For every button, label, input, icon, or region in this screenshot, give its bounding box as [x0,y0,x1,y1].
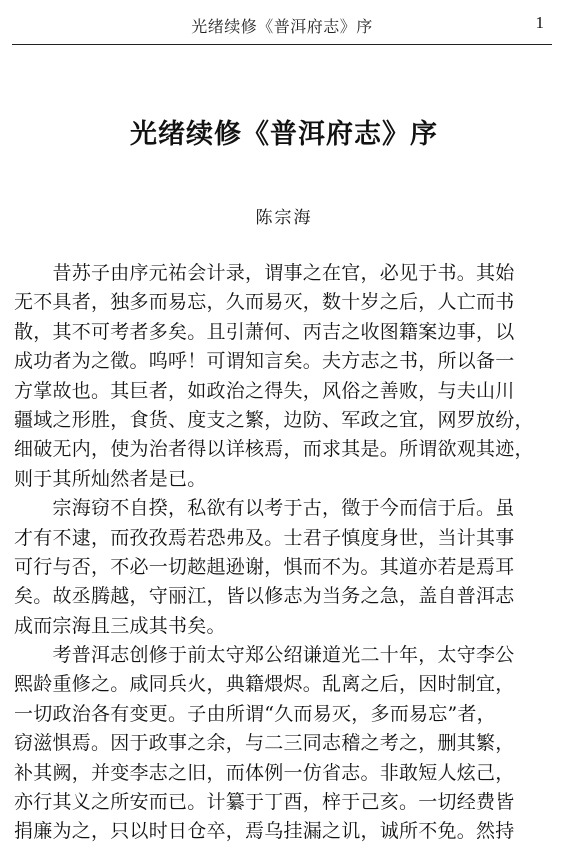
running-header-title: 光绪续修《普洱府志》序 [191,17,373,36]
page-number: 1 [535,13,544,32]
text-line: 捐廉为之，只以时日仓卒，焉乌挂漏之讥，诚所不免。然持 [14,820,515,843]
text-line: 一切政治各有变更。子由所谓“久而易灭，多而易忘”者， [14,702,496,725]
text-line: 可行与否，不必一切趑趄逊谢，惧而不为。其道亦若是焉耳 [14,555,515,578]
text-line: 昔苏子由序元祐会计录，谓事之在官，必见于书。其始 [14,262,515,284]
preface-body [14,259,554,847]
text-line: 散，其不可考者多矣。且引萧何、丙吉之收图籍案边事，以 [14,320,515,343]
text-line: 则于其所灿然者是已。 [14,467,207,490]
text-line: 矣。故丞腾越，守丽江，皆以修志为当务之急，盖自普洱志 [14,585,515,608]
text-line: 才有不逮，而孜孜焉若恐弗及。士君子慎度身世，当计其事 [14,526,515,549]
text-line: 考普洱志创修于前太守郑公绍谦道光二十年，太守李公 [14,644,515,667]
text-line: 亦行其义之所安而已。计纂于丁酉，梓于己亥。一切经费皆 [14,791,515,814]
text-line: 窃滋惧焉。因于政事之余，与二三同志稽之考之，删其繁， [14,732,515,755]
document-title: 光绪续修《普洱府志》序 [130,119,438,150]
text-line: 疆域之形胜，食货、度支之繁，边防、军政之宜，网罗放纷， [14,408,534,431]
text-line: 宗海窃不自揆，私欲有以考于古，徵于今而信于后。虽 [14,497,515,520]
text-line: 成而宗海且三成其书矣。 [14,614,226,637]
running-header [12,0,552,45]
author-name: 陈宗海 [255,208,313,228]
text-line: 成功者为之徵。呜呼！可谓知言矣。夫方志之书，所以备一 [14,350,515,373]
text-line: 补其阙，并变李志之旧，而体例一仿省志。非敢短人炫己， [14,761,515,784]
text-line: 方掌故也。其巨者，如政治之得失，风俗之善败，与夫山川 [14,379,515,402]
text-line: 无不具者，独多而易忘，久而易灭，数十岁之后，人亡而书 [14,291,515,314]
text-line: 细破无内，使为治者得以详核焉，而求其是。所谓欲观其迹， [14,438,534,461]
text-line: 熙龄重修之。咸同兵火，典籍煨烬。乱离之后，因时制宜， [14,673,515,696]
